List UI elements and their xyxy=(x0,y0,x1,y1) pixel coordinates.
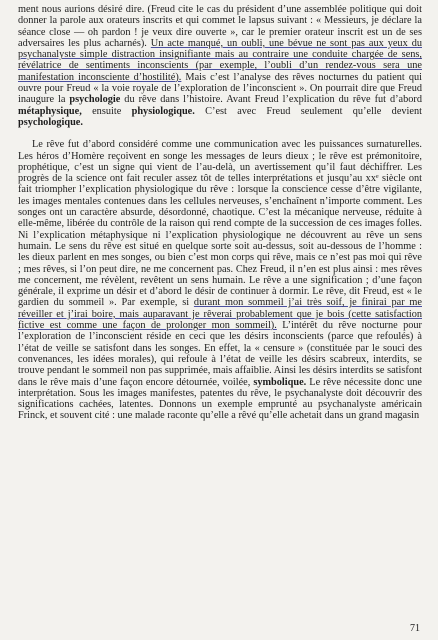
bold-term: symbolique. xyxy=(253,376,307,388)
text-run: ment nous aurions désiré dire. (Freud cite le cas du président d’une assemblée politique qui doit donner la parole aux orateurs inscrits et qui commet le lapsus suivant : « Messieurs, je déclare la séance close — oh pardon ! je veux dire ouverte », car le premier orateur inscrit est un de ses adversaires les plus acharnés). xyxy=(18,4,422,49)
bold-term: psychologie xyxy=(69,94,121,106)
underlined-passage: Un acte manqué, un oubli, une bévue ne sont pas aux yeux du psychanalyste simple distraction insignifiante mais au contraire une conduite chargée de sens, révélatrice de sentiments inconscients (par exemple, l’oubli d’un rendez-vous sera une manifestation inconsciente d’hostilité). xyxy=(18,37,422,83)
text-run: Le rêve nécessite donc une interprétation. Sous les images manifestes, patentes du rêve, le psychanalyste doit découvrir des significations cachées, latentes. Donnons un exemple emprunté au psychanalyste américain Frinck, et souvent cité : une malade raconte qu’elle a rêvé qu’elle achetait dans un grand magasin xyxy=(18,376,423,422)
text-run: du rêve dans l’histoire. Avant Freud l’explication du rêve fut d’abord xyxy=(120,94,422,106)
bold-term: métaphysique, xyxy=(18,105,82,117)
paragraph-freud-lapsus xyxy=(18,4,422,128)
bold-term: physiologique. xyxy=(131,105,195,117)
underlined-passage: durant mon sommeil j’ai très soif, je finirai par me réveiller et j’irai boire, mais auparavant je rêverai probablement que je bois (cette satisfaction fictive est comme une façon de prolonger mon sommeil). xyxy=(18,297,422,332)
bold-term: psychologique. xyxy=(18,116,83,128)
text-run: ensuite xyxy=(81,105,132,117)
text-run: Mais c’est l’analyse des rêves nocturnes du patient qui ouvre pour Freud « la voie royale de l’exploration de l’inconscient ». On pourrait dire que Freud inaugure la xyxy=(18,71,422,106)
text-run: Le rêve fut d’abord considéré comme une communication avec les puissances surnaturelles. Les héros d’Homère reçoivent en songe les messages de leurs dieux ; le rêve est prémonitoire, prophétique, c’est un signe qui vient de l’au-delà, un avertissement qu’il faut déchiffrer. Les progrès de la science ont fait reculer assez tôt de telles interprétations et jusqu’au xxᵉ siècle ont fait triompher l’explication physiologique du rêve : lorsque la conscience cesse d’être vigilante, les images mentales contenues dans les cellules nerveuses, s’enchaînent n’importe comment. Les songes ont un caractère absurde, désordonné, chaotique. C’est la mécanique nerveuse, réduite à elle-même, libérée du contrôle de la raison qui rend compte de la succession de ces images folles. Ni l’explication métaphysique ni l’explication physiologique ne découvrent au rêve un sens humain. Le sens du rêve est situé en quelque sorte soit au-dessus, soit au-dessous de l’homme : les dieux parlent en mes songes, ou bien c’est mon corps qui rêve, mais ce n’est pas moi qui rêve ; mes rêves, si l’on peut dire, ne me concernent pas. Chez Freud, il n’en est plus ainsi : mes rêves me concernent, me révèlent, revêtent un sens humain. Le rêve a une signification ; d’une façon générale, il exprime un désir et d’abord le désir de continuer à dormir. Le rêve, dit Freud, est « le gardien du sommeil ». Par exemple, si xyxy=(18,139,422,309)
text-run: C’est avec Freud seulement qu’elle devient xyxy=(194,105,422,117)
paragraph-dream-history xyxy=(18,139,422,421)
text-run: L’intérêt du rêve nocturne pour l’exploration de l’inconscient réside en ceci que les désirs inconscients (parce que refoulés) à l’état de veille se satisfont dans les songes. En effet, la « censure » (constituée par le souci des convenances, les idées morales), qui refoule à l’état de veille les désirs scabreux, interdits, se trouve pendant le sommeil non pas supprimée, mais affaiblie. Ainsi les désirs interdits se satisfont dans le rêve mais d’une façon encore détournée, voilée, xyxy=(18,320,422,388)
text-column xyxy=(18,4,422,422)
page-number: 71 xyxy=(410,623,420,634)
